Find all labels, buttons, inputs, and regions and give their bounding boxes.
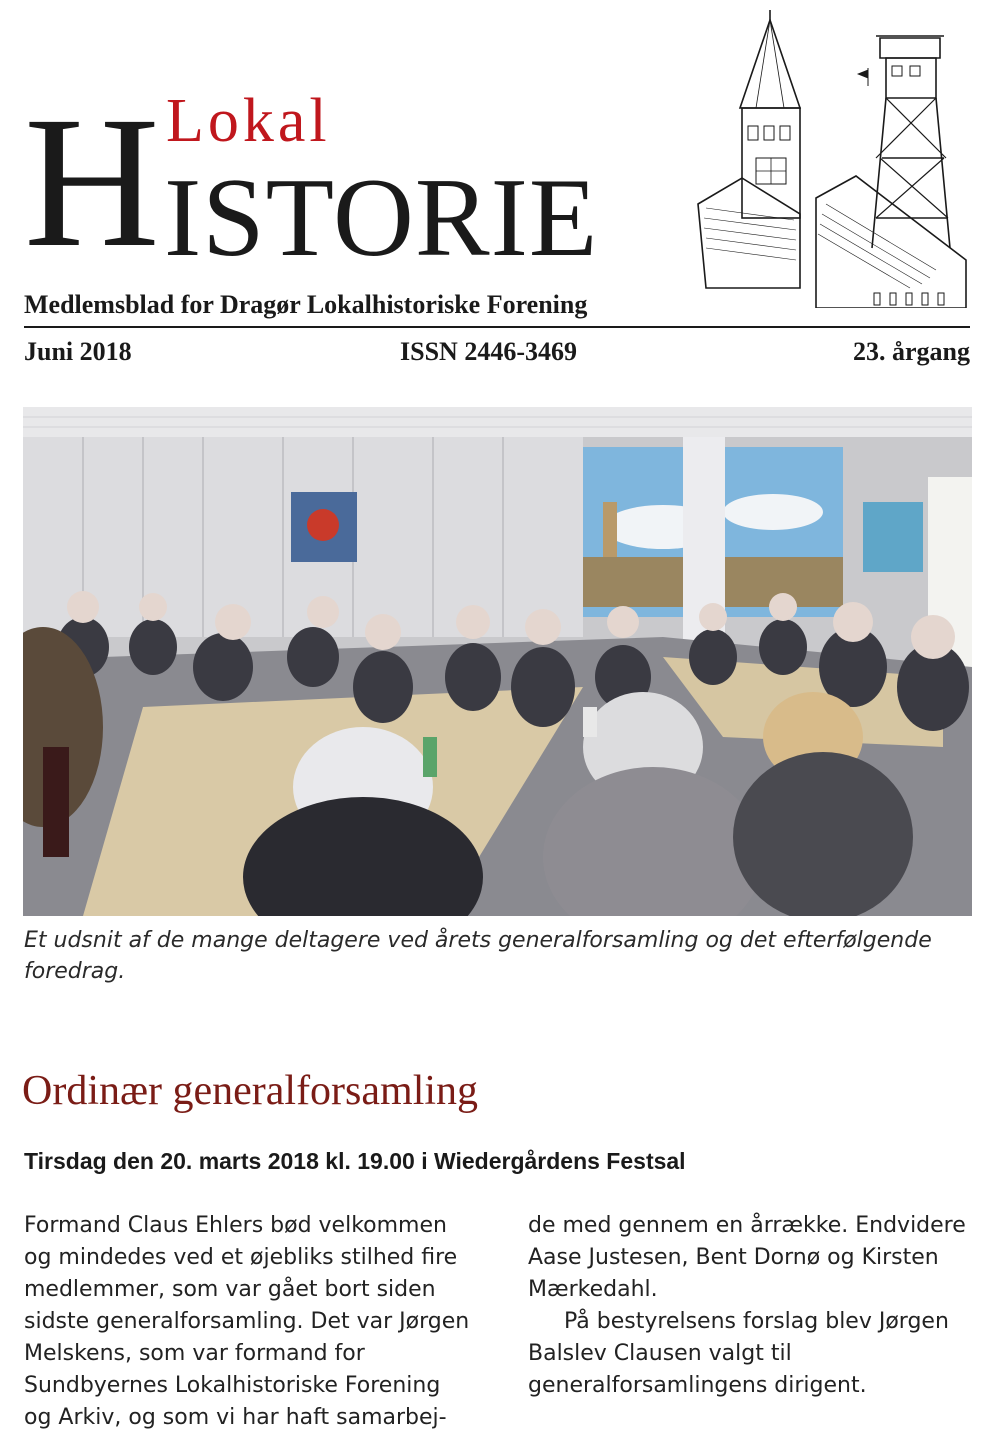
- column-1-paragraph-1: Formand Claus Ehlers bød velkommen og mindedes ved et øjebliks stilhed fire medlemmer, som var gået bort siden sidste generalforsamling. Det var Jørgen Melskens, som var formand for Sundbyernes Lokalhistoriske Forening og Arkiv, og som vi har haft samarbej-: [24, 1213, 470, 1430]
- masthead-big-letter: H: [24, 77, 160, 286]
- article-headline: Ordinær generalforsamling: [22, 1068, 479, 1114]
- masthead: [24, 77, 704, 286]
- article-column-2: [528, 1210, 978, 1402]
- newsletter-subtitle: Medlemsblad for Dragør Lokalhistoriske Forening: [24, 290, 588, 319]
- column-2-paragraph-2: På bestyrelsens forslag blev Jørgen Balslev Clausen valgt til generalforsamlingens dirigent.: [528, 1309, 949, 1398]
- column-2-paragraph-1: de med gennem en årrække. Endvidere Aase Justesen, Bent Dornø og Kirsten Mærkedahl.: [528, 1213, 966, 1302]
- article-dateline: Tirsdag den 20. marts 2018 kl. 19.00 i Wiedergårdens Festsal: [24, 1148, 686, 1174]
- masthead-istorie: ISTORIE: [164, 156, 599, 280]
- meeting-photo: [23, 407, 972, 916]
- issue-date: Juni 2018: [24, 337, 132, 366]
- church-beacon-drawing-icon: [696, 8, 976, 308]
- masthead-lokal: Lokal: [166, 87, 331, 155]
- issue-volume: 23. årgang: [853, 337, 970, 366]
- photo-caption: Et udsnit af de mange deltagere ved årets generalforsamling og det efterfølgende foredrag.: [24, 928, 932, 984]
- article-column-1: [24, 1210, 474, 1434]
- issue-issn: ISSN 2446-3469: [400, 337, 577, 366]
- header-divider: [24, 326, 970, 328]
